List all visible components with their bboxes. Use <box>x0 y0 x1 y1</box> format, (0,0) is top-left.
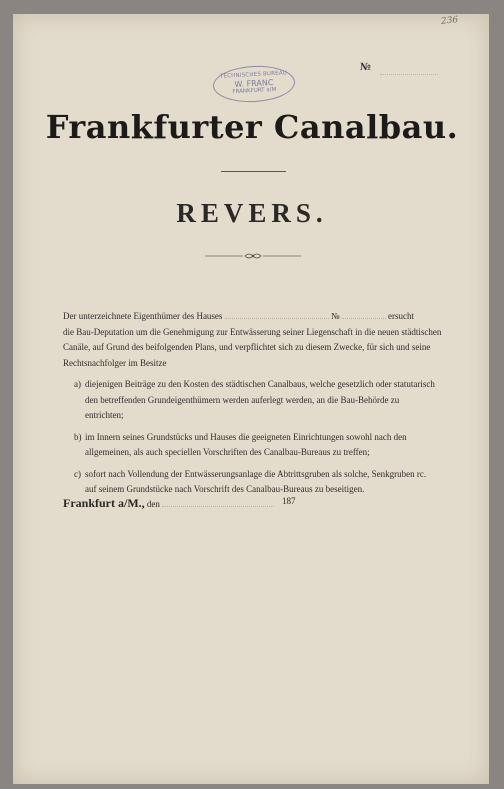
house-number-field <box>342 310 386 319</box>
document-heading: REVERS. <box>176 198 328 228</box>
intro-line-4: Rechtsnachfolger im Besitze <box>63 357 167 368</box>
obligation-line: im Innern seines Grundstücks und Hauses die geeigneten Einrichtungen sowohl nach den <box>85 431 407 442</box>
obligation-marker: c) <box>74 468 81 479</box>
stamp-line-3: FRANKFURT a/M <box>232 86 277 96</box>
house-field <box>225 310 329 319</box>
intro-line-1 <box>63 309 459 325</box>
obligation-line: sofort nach Vollendung der Entwässerungsanlage die Abtrittsgruben als solche, Senkgruben rc. <box>85 468 427 479</box>
date-den: den <box>146 499 160 509</box>
obligation-line: entrichten; <box>85 410 124 420</box>
intro-text-owner: Der unterzeichnete Eigenthümer des Hauses <box>63 311 223 321</box>
stamp-line-2: W. FRANC <box>234 77 274 90</box>
title-divider <box>221 171 286 172</box>
stamp-line-1: TECHNISCHES BUREAU <box>219 70 288 80</box>
intro-line-2: die Bau-Deputation um die Genehmigung zur Entwässerung seiner Liegenschaft in die neuen städtischen <box>63 326 442 337</box>
obligation-marker: a) <box>74 379 81 389</box>
obligation-line: den betreffenden Grundeigenthümern werden auferlegt werden, an die Bau-Behörde zu <box>85 394 400 405</box>
year-prefix: 187 <box>282 496 296 506</box>
house-number-label: № <box>330 311 340 321</box>
intro-line-3: Canäle, auf Grund des beifolgenden Plans, und verpflichtet sich zu diesem Zwecke, für sich und seine <box>63 342 431 352</box>
number-field-line <box>380 74 438 75</box>
date-field <box>162 498 274 507</box>
obligation-a <box>63 377 459 424</box>
obligation-line: auf seinem Grundstücke nach Vorschrift des Canalbau-Bureaus zu beseitigen. <box>85 484 365 494</box>
obligation-marker: b) <box>74 431 82 442</box>
obligation-line: diejenigen Beiträge zu den Kosten des städtischen Canalbaus, welche gesetzlich oder statutarisch <box>85 379 435 389</box>
number-label: № <box>360 62 371 73</box>
obligation-c <box>63 467 459 498</box>
date-line <box>63 496 296 511</box>
obligation-line: allgemeinen, als auch speciellen Vorschriften des Canalbau-Bureaus zu treffen; <box>85 447 370 457</box>
document-title: Frankfurter Canalbau. <box>45 108 459 146</box>
ornament-divider <box>205 252 301 260</box>
revers-text <box>63 309 459 498</box>
place-name: Frankfurt a/M., <box>63 496 145 510</box>
pencil-annotation: 236 <box>440 15 459 27</box>
intro-text-request: ersucht <box>388 311 415 321</box>
obligation-b <box>63 430 459 461</box>
